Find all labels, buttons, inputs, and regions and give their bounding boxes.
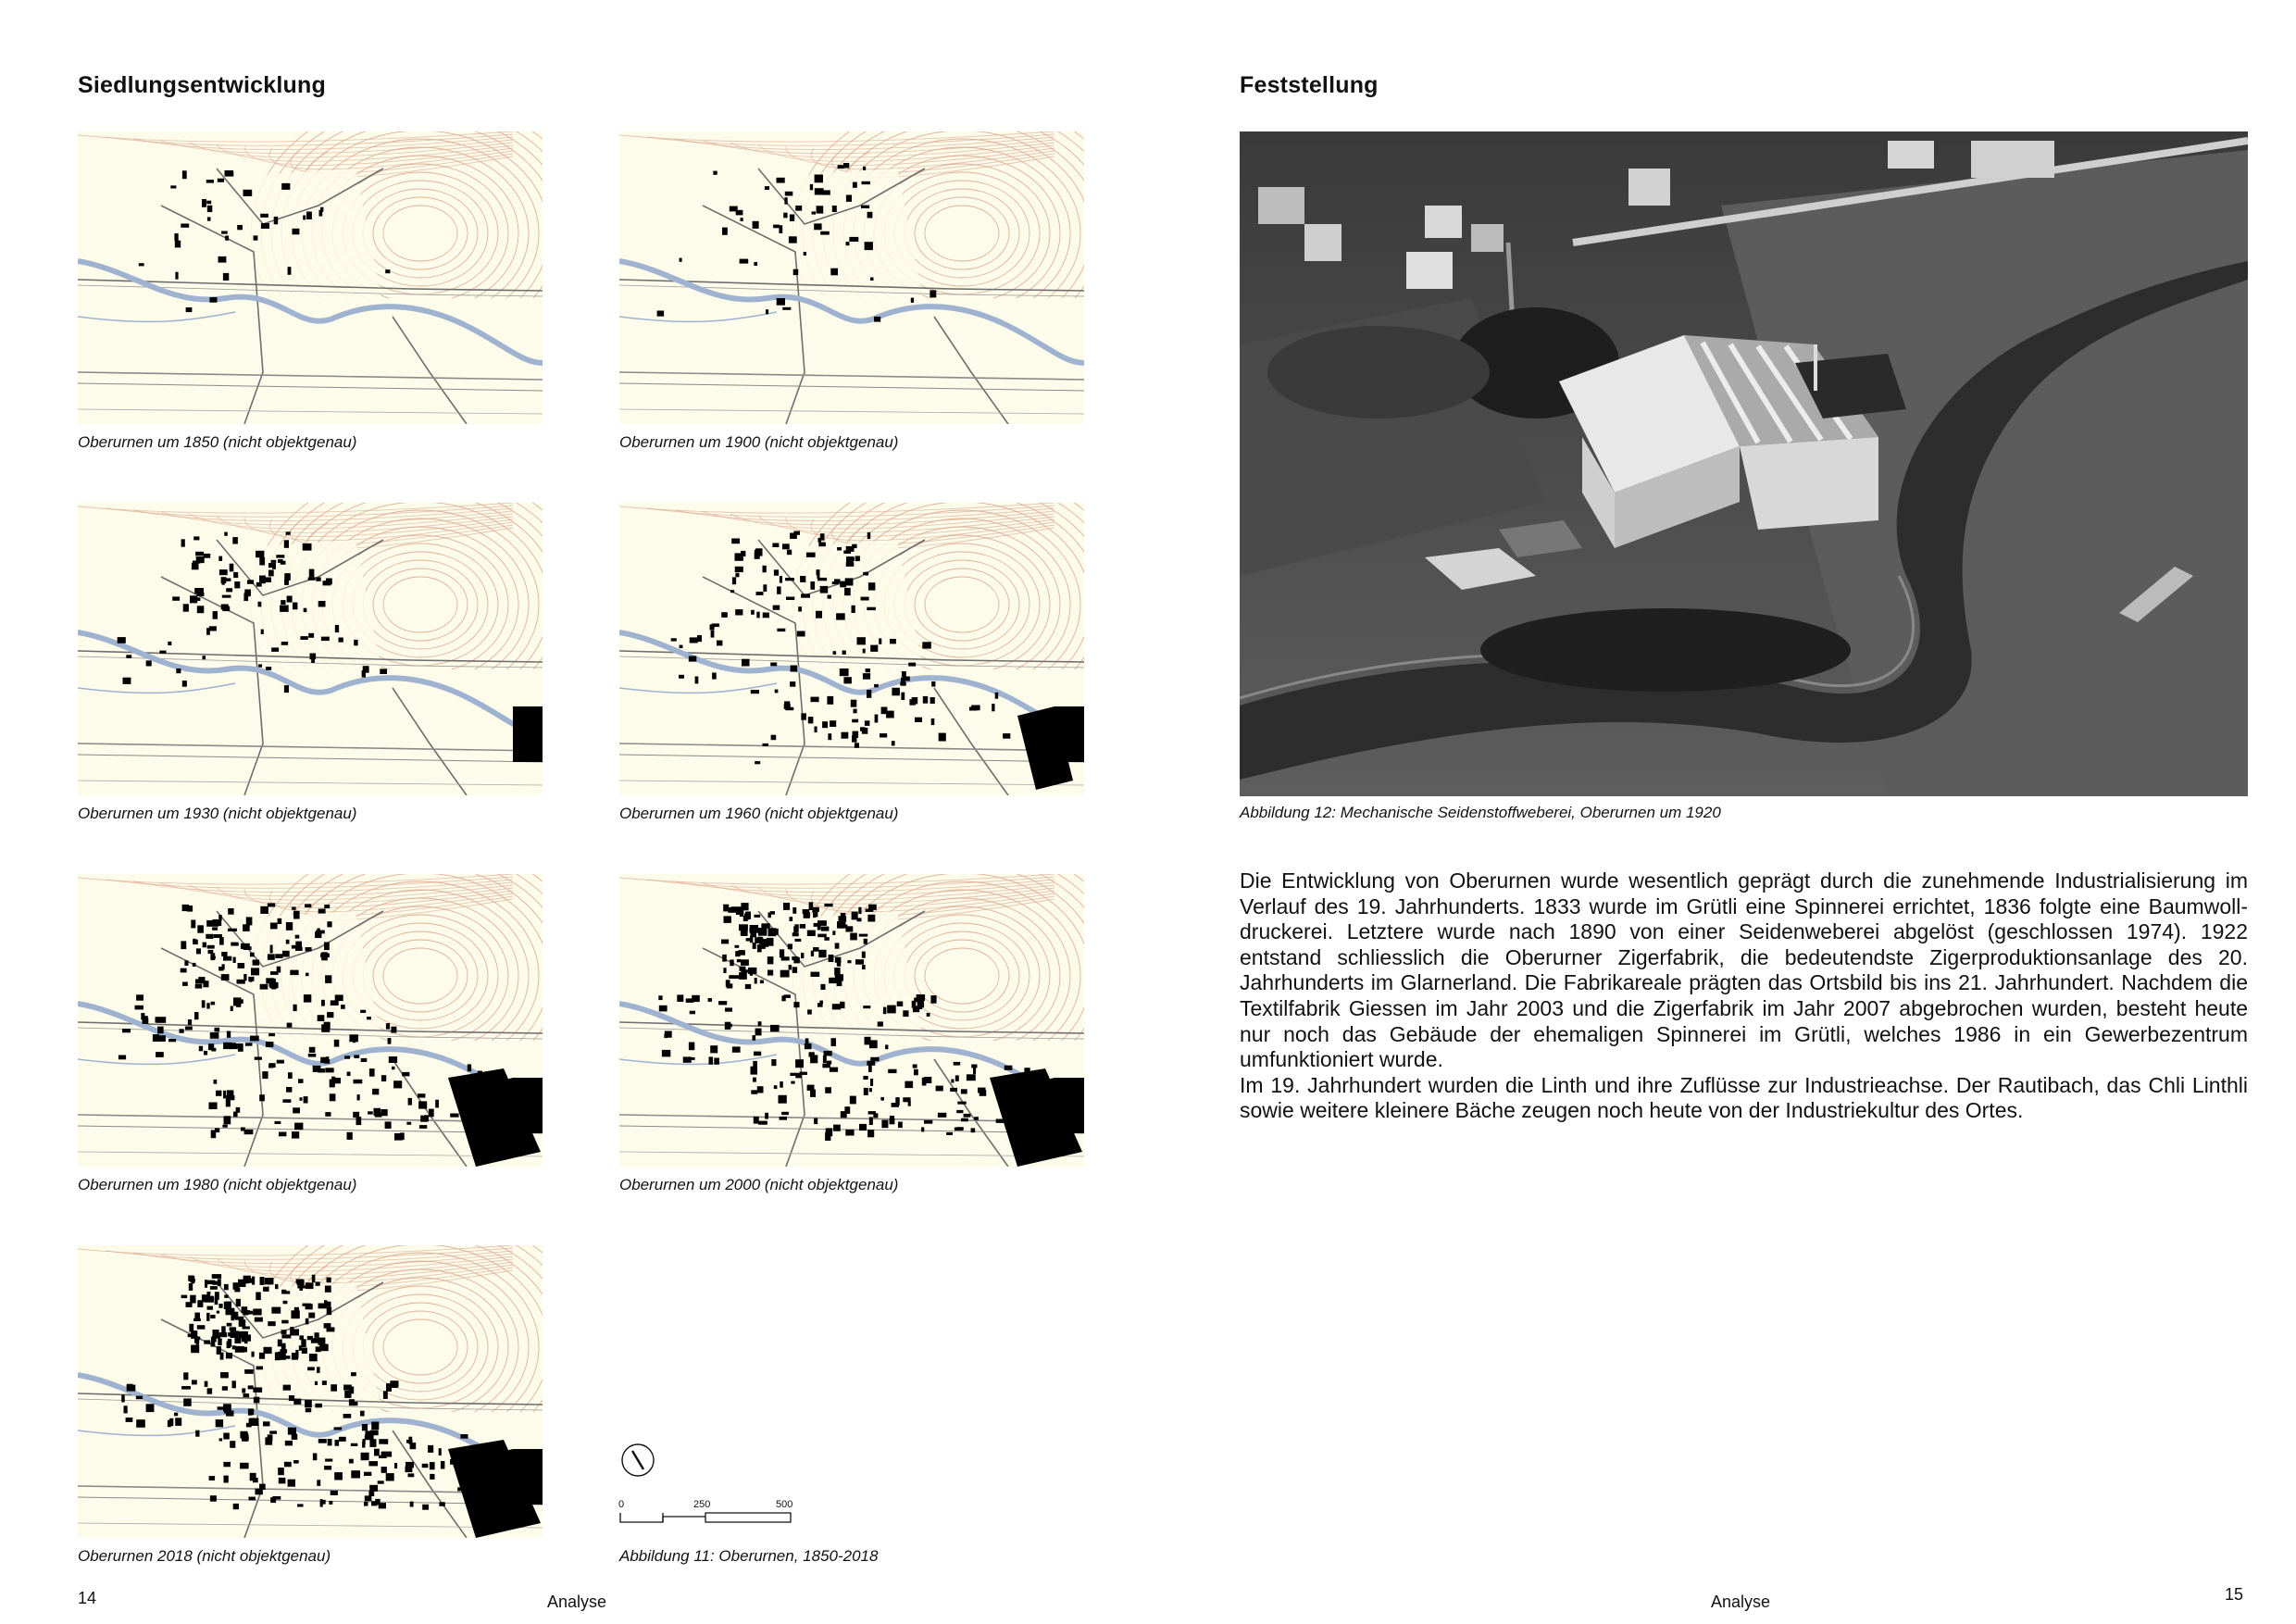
map-1980-graphic xyxy=(78,874,543,1167)
map-1850 xyxy=(78,131,543,424)
map-1900 xyxy=(619,131,1084,424)
map-caption-1900: Oberurnen um 1900 (nicht objektgenau) xyxy=(619,433,899,451)
map-caption-1960: Oberurnen um 1960 (nicht objektgenau) xyxy=(619,805,899,822)
north-arrow-icon xyxy=(619,1442,656,1479)
scale-bar xyxy=(619,1511,795,1526)
map-1900-graphic xyxy=(619,131,1084,424)
map-caption-1980: Oberurnen um 1980 (nicht objektgenau) xyxy=(78,1176,357,1193)
map-1930 xyxy=(78,503,543,795)
scale-label-0: 0 xyxy=(618,1499,625,1510)
map-2000 xyxy=(619,874,1084,1167)
map-1960 xyxy=(619,503,1084,795)
paragraph-1: Die Entwicklung von Oberurnen wurde wesentlich geprägt durch die zunehmende Industrialisierung im Verlauf des 19. Jahrhunderts. 1833 wurde im Grütli eine Spinnerei errichtet, 1836 folgte eine Baumwolldruckerei. Letztere wurde nach 1890 von einer Seidenweberei abgelöst (geschlossen 1974). 1922 entstand schliesslich die Oberurner Zigerfabrik, die bedeutendste Zigerproduktionsanlage des 20. Jahrhunderts im Glarnerland. Die Fabrikareale prägten das Ortsbild bis ins 21. Jahrhundert. Nachdem die Textilfabrik Giessen im Jahr 2003 und die Zigerfabrik im Jahr 2007 abgebrochen wurden, besteht heute nur noch das Gebäude der ehemaligen Spinnerei im Grütli, welches 1986 in ein Gewerbezentrum umfunktioniert wurde. xyxy=(1240,868,2248,1072)
scale-label-500: 500 xyxy=(776,1499,793,1510)
map-caption-1850: Oberurnen um 1850 (nicht objektgenau) xyxy=(78,433,357,451)
map-caption-2000: Oberurnen um 2000 (nicht objektgenau) xyxy=(619,1176,899,1193)
footer-label-left: Analyse xyxy=(547,1593,607,1611)
map-2018 xyxy=(78,1245,543,1538)
aerial-photo-factory xyxy=(1240,131,2248,796)
map-1850-graphic xyxy=(78,131,543,424)
map-caption-2018: Oberurnen 2018 (nicht objektgenau) xyxy=(78,1547,331,1565)
paragraph-2: Im 19. Jahrhundert wurden die Linth und ihre Zuflüsse zur Industrieachse. Der Rautibach, das Chli Linthli sowie weitere kleinere Bäche zeugen noch heute von der Industriekultur des Ortes. xyxy=(1240,1072,2248,1123)
page-title-right: Feststellung xyxy=(1240,72,1379,98)
figure-caption-12: Abbildung 12: Mechanische Seidenstoffweberei, Oberurnen um 1920 xyxy=(1240,804,1721,821)
page-title-left: Siedlungsentwicklung xyxy=(78,72,326,98)
map-caption-1930: Oberurnen um 1930 (nicht objektgenau) xyxy=(78,805,357,822)
map-2018-graphic xyxy=(78,1245,543,1538)
map-1980 xyxy=(78,874,543,1167)
map-1930-graphic xyxy=(78,503,543,795)
footer-label-right: Analyse xyxy=(1711,1593,1771,1611)
map-2000-graphic xyxy=(619,874,1084,1167)
page-number-right: 15 xyxy=(2225,1585,2244,1604)
map-1960-graphic xyxy=(619,503,1084,795)
scale-label-250: 250 xyxy=(693,1499,711,1510)
figure-caption-11: Abbildung 11: Oberurnen, 1850-2018 xyxy=(619,1547,879,1565)
page-number-left: 14 xyxy=(78,1589,97,1607)
analysis-text xyxy=(1240,868,2248,1124)
